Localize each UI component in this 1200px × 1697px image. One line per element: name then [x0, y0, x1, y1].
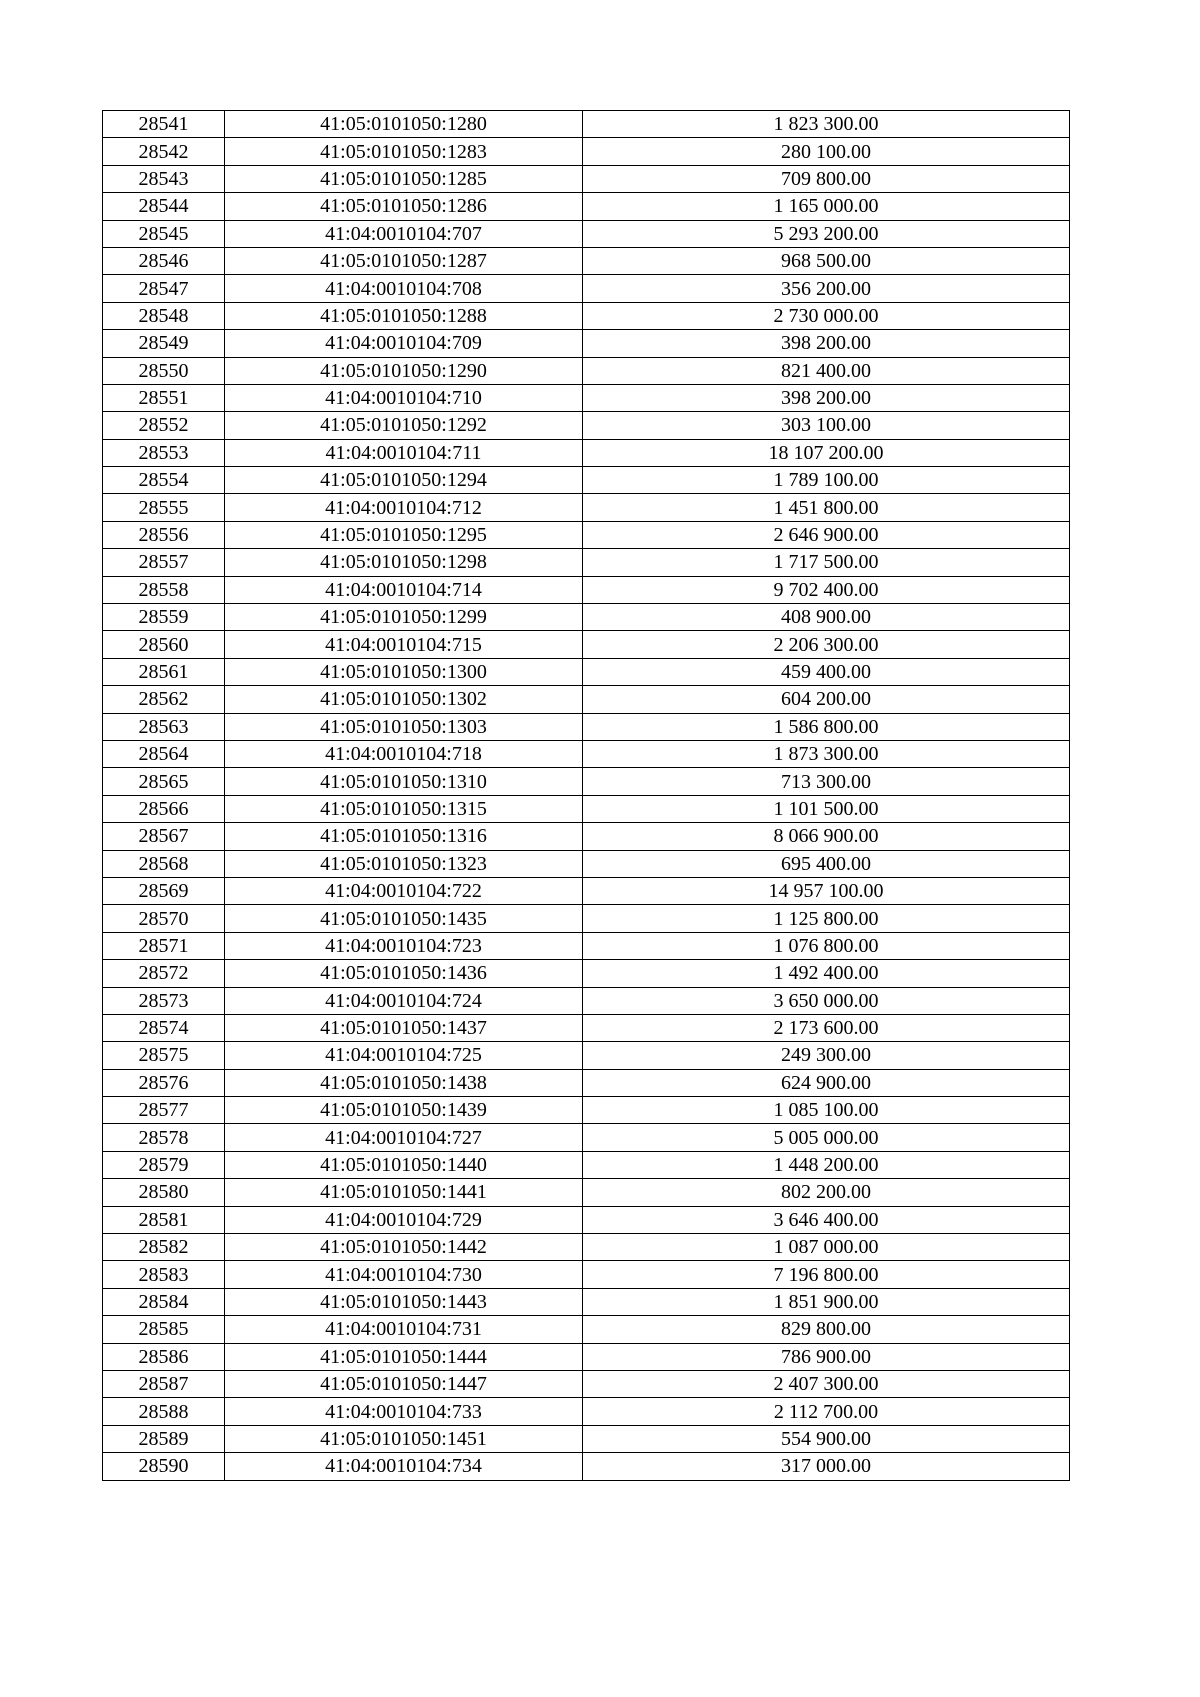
row-number-cell: 28551	[103, 384, 225, 411]
row-number-cell: 28557	[103, 549, 225, 576]
cadastral-value-cell: 695 400.00	[583, 850, 1070, 877]
row-number-cell: 28571	[103, 932, 225, 959]
cadastral-value-cell: 604 200.00	[583, 686, 1070, 713]
table-row	[103, 302, 1070, 329]
cadastral-value-cell: 1 087 000.00	[583, 1234, 1070, 1261]
table-row	[103, 412, 1070, 439]
row-number-cell: 28587	[103, 1370, 225, 1397]
table-row	[103, 330, 1070, 357]
cadastral-value-cell: 786 900.00	[583, 1343, 1070, 1370]
table-row	[103, 494, 1070, 521]
table-row	[103, 987, 1070, 1014]
cadastral-value-cell: 554 900.00	[583, 1425, 1070, 1452]
row-number-cell: 28559	[103, 604, 225, 631]
cadastral-value-cell: 1 165 000.00	[583, 193, 1070, 220]
row-number-cell: 28564	[103, 740, 225, 767]
row-number-cell: 28574	[103, 1014, 225, 1041]
cadastral-value-cell: 280 100.00	[583, 138, 1070, 165]
cadastral-number-cell: 41:05:0101050:1441	[225, 1179, 583, 1206]
row-number-cell: 28572	[103, 960, 225, 987]
cadastral-value-cell: 1 076 800.00	[583, 932, 1070, 959]
row-number-cell: 28556	[103, 521, 225, 548]
row-number-cell: 28569	[103, 877, 225, 904]
cadastral-number-cell: 41:05:0101050:1302	[225, 686, 583, 713]
cadastral-value-cell: 8 066 900.00	[583, 823, 1070, 850]
cadastral-value-cell: 18 107 200.00	[583, 439, 1070, 466]
cadastral-number-cell: 41:05:0101050:1443	[225, 1288, 583, 1315]
row-number-cell: 28590	[103, 1453, 225, 1480]
cadastral-number-cell: 41:05:0101050:1286	[225, 193, 583, 220]
cadastral-value-cell: 5 293 200.00	[583, 220, 1070, 247]
table-row	[103, 467, 1070, 494]
row-number-cell: 28563	[103, 713, 225, 740]
cadastral-value-cell: 3 650 000.00	[583, 987, 1070, 1014]
row-number-cell: 28552	[103, 412, 225, 439]
row-number-cell: 28567	[103, 823, 225, 850]
cadastral-number-cell: 41:05:0101050:1287	[225, 247, 583, 274]
cadastral-value-cell: 459 400.00	[583, 658, 1070, 685]
cadastral-value-cell: 968 500.00	[583, 247, 1070, 274]
cadastral-value-cell: 1 492 400.00	[583, 960, 1070, 987]
cadastral-value-cell: 9 702 400.00	[583, 576, 1070, 603]
cadastral-value-cell: 356 200.00	[583, 275, 1070, 302]
cadastral-value-cell: 1 851 900.00	[583, 1288, 1070, 1315]
cadastral-value-cell: 1 448 200.00	[583, 1151, 1070, 1178]
cadastral-number-cell: 41:05:0101050:1310	[225, 768, 583, 795]
table-row	[103, 1398, 1070, 1425]
table-row	[103, 111, 1070, 138]
table-row	[103, 1425, 1070, 1452]
table-row	[103, 768, 1070, 795]
cadastral-number-cell: 41:05:0101050:1438	[225, 1069, 583, 1096]
table-row	[103, 1261, 1070, 1288]
table-row	[103, 193, 1070, 220]
row-number-cell: 28554	[103, 467, 225, 494]
table-row	[103, 960, 1070, 987]
cadastral-number-cell: 41:04:0010104:724	[225, 987, 583, 1014]
cadastral-number-cell: 41:05:0101050:1292	[225, 412, 583, 439]
cadastral-number-cell: 41:05:0101050:1444	[225, 1343, 583, 1370]
table-row	[103, 1179, 1070, 1206]
table-row	[103, 1453, 1070, 1480]
table-row	[103, 275, 1070, 302]
table-body	[103, 111, 1070, 1481]
cadastral-value-cell: 1 789 100.00	[583, 467, 1070, 494]
cadastral-number-cell: 41:05:0101050:1451	[225, 1425, 583, 1452]
row-number-cell: 28547	[103, 275, 225, 302]
cadastral-value-cell: 1 085 100.00	[583, 1097, 1070, 1124]
cadastral-number-cell: 41:04:0010104:729	[225, 1206, 583, 1233]
cadastral-number-cell: 41:04:0010104:725	[225, 1042, 583, 1069]
table-row	[103, 247, 1070, 274]
cadastral-number-cell: 41:04:0010104:723	[225, 932, 583, 959]
row-number-cell: 28543	[103, 165, 225, 192]
cadastral-number-cell: 41:05:0101050:1447	[225, 1370, 583, 1397]
table-row	[103, 1370, 1070, 1397]
row-number-cell: 28583	[103, 1261, 225, 1288]
table-row	[103, 823, 1070, 850]
cadastral-value-cell: 317 000.00	[583, 1453, 1070, 1480]
row-number-cell: 28561	[103, 658, 225, 685]
cadastral-number-cell: 41:04:0010104:718	[225, 740, 583, 767]
cadastral-value-cell: 1 717 500.00	[583, 549, 1070, 576]
cadastral-number-cell: 41:04:0010104:731	[225, 1316, 583, 1343]
cadastral-number-cell: 41:04:0010104:711	[225, 439, 583, 466]
cadastral-number-cell: 41:05:0101050:1285	[225, 165, 583, 192]
cadastral-number-cell: 41:05:0101050:1288	[225, 302, 583, 329]
row-number-cell: 28562	[103, 686, 225, 713]
cadastral-number-cell: 41:05:0101050:1435	[225, 905, 583, 932]
row-number-cell: 28584	[103, 1288, 225, 1315]
cadastral-value-cell: 249 300.00	[583, 1042, 1070, 1069]
cadastral-value-cell: 1 823 300.00	[583, 111, 1070, 138]
cadastral-number-cell: 41:04:0010104:708	[225, 275, 583, 302]
table-row	[103, 439, 1070, 466]
cadastral-number-cell: 41:05:0101050:1440	[225, 1151, 583, 1178]
cadastral-number-cell: 41:04:0010104:734	[225, 1453, 583, 1480]
cadastral-number-cell: 41:04:0010104:730	[225, 1261, 583, 1288]
row-number-cell: 28565	[103, 768, 225, 795]
cadastral-number-cell: 41:05:0101050:1283	[225, 138, 583, 165]
row-number-cell: 28542	[103, 138, 225, 165]
cadastral-number-cell: 41:05:0101050:1280	[225, 111, 583, 138]
cadastral-value-cell: 802 200.00	[583, 1179, 1070, 1206]
cadastral-value-cell: 2 407 300.00	[583, 1370, 1070, 1397]
row-number-cell: 28548	[103, 302, 225, 329]
cadastral-number-cell: 41:05:0101050:1316	[225, 823, 583, 850]
row-number-cell: 28550	[103, 357, 225, 384]
table-row	[103, 1343, 1070, 1370]
row-number-cell: 28566	[103, 795, 225, 822]
table-row	[103, 1069, 1070, 1096]
table-row	[103, 1316, 1070, 1343]
cadastral-value-cell: 829 800.00	[583, 1316, 1070, 1343]
row-number-cell: 28575	[103, 1042, 225, 1069]
row-number-cell: 28541	[103, 111, 225, 138]
row-number-cell: 28555	[103, 494, 225, 521]
cadastral-number-cell: 41:05:0101050:1298	[225, 549, 583, 576]
row-number-cell: 28589	[103, 1425, 225, 1452]
cadastral-number-cell: 41:04:0010104:733	[225, 1398, 583, 1425]
table-row	[103, 658, 1070, 685]
cadastral-number-cell: 41:04:0010104:709	[225, 330, 583, 357]
cadastral-value-cell: 398 200.00	[583, 384, 1070, 411]
table-row	[103, 165, 1070, 192]
table-row	[103, 1234, 1070, 1261]
row-number-cell: 28549	[103, 330, 225, 357]
row-number-cell: 28581	[103, 1206, 225, 1233]
row-number-cell: 28545	[103, 220, 225, 247]
table-row	[103, 905, 1070, 932]
cadastral-value-cell: 303 100.00	[583, 412, 1070, 439]
row-number-cell: 28578	[103, 1124, 225, 1151]
cadastral-value-cell: 1 101 500.00	[583, 795, 1070, 822]
cadastral-value-cell: 821 400.00	[583, 357, 1070, 384]
row-number-cell: 28558	[103, 576, 225, 603]
table-row	[103, 138, 1070, 165]
table-row	[103, 220, 1070, 247]
cadastral-value-cell: 2 730 000.00	[583, 302, 1070, 329]
cadastral-value-cell: 7 196 800.00	[583, 1261, 1070, 1288]
cadastral-value-cell: 5 005 000.00	[583, 1124, 1070, 1151]
cadastral-number-cell: 41:04:0010104:707	[225, 220, 583, 247]
cadastral-value-cell: 2 173 600.00	[583, 1014, 1070, 1041]
cadastral-value-cell: 624 900.00	[583, 1069, 1070, 1096]
row-number-cell: 28579	[103, 1151, 225, 1178]
table-row	[103, 1097, 1070, 1124]
table-row	[103, 549, 1070, 576]
table-row	[103, 1014, 1070, 1041]
table-row	[103, 1124, 1070, 1151]
row-number-cell: 28580	[103, 1179, 225, 1206]
table-row	[103, 850, 1070, 877]
row-number-cell: 28588	[103, 1398, 225, 1425]
table-row	[103, 1151, 1070, 1178]
table-row	[103, 384, 1070, 411]
cadastral-number-cell: 41:05:0101050:1315	[225, 795, 583, 822]
cadastral-value-cell: 398 200.00	[583, 330, 1070, 357]
row-number-cell: 28577	[103, 1097, 225, 1124]
row-number-cell: 28544	[103, 193, 225, 220]
table-row	[103, 357, 1070, 384]
cadastral-number-cell: 41:04:0010104:715	[225, 631, 583, 658]
cadastral-number-cell: 41:05:0101050:1290	[225, 357, 583, 384]
row-number-cell: 28582	[103, 1234, 225, 1261]
cadastral-number-cell: 41:05:0101050:1439	[225, 1097, 583, 1124]
cadastral-value-cell: 1 125 800.00	[583, 905, 1070, 932]
table-row	[103, 521, 1070, 548]
table-row	[103, 631, 1070, 658]
cadastral-number-cell: 41:04:0010104:710	[225, 384, 583, 411]
cadastral-number-cell: 41:05:0101050:1299	[225, 604, 583, 631]
cadastral-value-cell: 713 300.00	[583, 768, 1070, 795]
table-row	[103, 1206, 1070, 1233]
cadastral-number-cell: 41:05:0101050:1437	[225, 1014, 583, 1041]
cadastral-number-cell: 41:05:0101050:1294	[225, 467, 583, 494]
cadastral-value-cell: 3 646 400.00	[583, 1206, 1070, 1233]
cadastral-number-cell: 41:05:0101050:1300	[225, 658, 583, 685]
table-row	[103, 686, 1070, 713]
cadastral-value-cell: 408 900.00	[583, 604, 1070, 631]
cadastral-value-cell: 709 800.00	[583, 165, 1070, 192]
row-number-cell: 28568	[103, 850, 225, 877]
cadastral-number-cell: 41:04:0010104:714	[225, 576, 583, 603]
table-row	[103, 740, 1070, 767]
cadastral-value-cell: 1 586 800.00	[583, 713, 1070, 740]
cadastral-number-cell: 41:05:0101050:1303	[225, 713, 583, 740]
cadastral-value-cell: 1 873 300.00	[583, 740, 1070, 767]
cadastral-number-cell: 41:05:0101050:1295	[225, 521, 583, 548]
cadastral-number-cell: 41:05:0101050:1442	[225, 1234, 583, 1261]
cadastral-value-table	[102, 110, 1070, 1481]
table-row	[103, 576, 1070, 603]
row-number-cell: 28546	[103, 247, 225, 274]
table-row	[103, 877, 1070, 904]
cadastral-value-cell: 2 646 900.00	[583, 521, 1070, 548]
cadastral-number-cell: 41:04:0010104:712	[225, 494, 583, 521]
row-number-cell: 28570	[103, 905, 225, 932]
cadastral-value-cell: 14 957 100.00	[583, 877, 1070, 904]
table-row	[103, 713, 1070, 740]
row-number-cell: 28553	[103, 439, 225, 466]
cadastral-number-cell: 41:05:0101050:1436	[225, 960, 583, 987]
row-number-cell: 28576	[103, 1069, 225, 1096]
cadastral-number-cell: 41:04:0010104:722	[225, 877, 583, 904]
cadastral-number-cell: 41:05:0101050:1323	[225, 850, 583, 877]
row-number-cell: 28560	[103, 631, 225, 658]
cadastral-value-cell: 2 206 300.00	[583, 631, 1070, 658]
row-number-cell: 28573	[103, 987, 225, 1014]
table-row	[103, 795, 1070, 822]
cadastral-value-cell: 2 112 700.00	[583, 1398, 1070, 1425]
table-row	[103, 932, 1070, 959]
row-number-cell: 28586	[103, 1343, 225, 1370]
table-row	[103, 604, 1070, 631]
table-row	[103, 1042, 1070, 1069]
cadastral-value-cell: 1 451 800.00	[583, 494, 1070, 521]
table-row	[103, 1288, 1070, 1315]
cadastral-number-cell: 41:04:0010104:727	[225, 1124, 583, 1151]
row-number-cell: 28585	[103, 1316, 225, 1343]
